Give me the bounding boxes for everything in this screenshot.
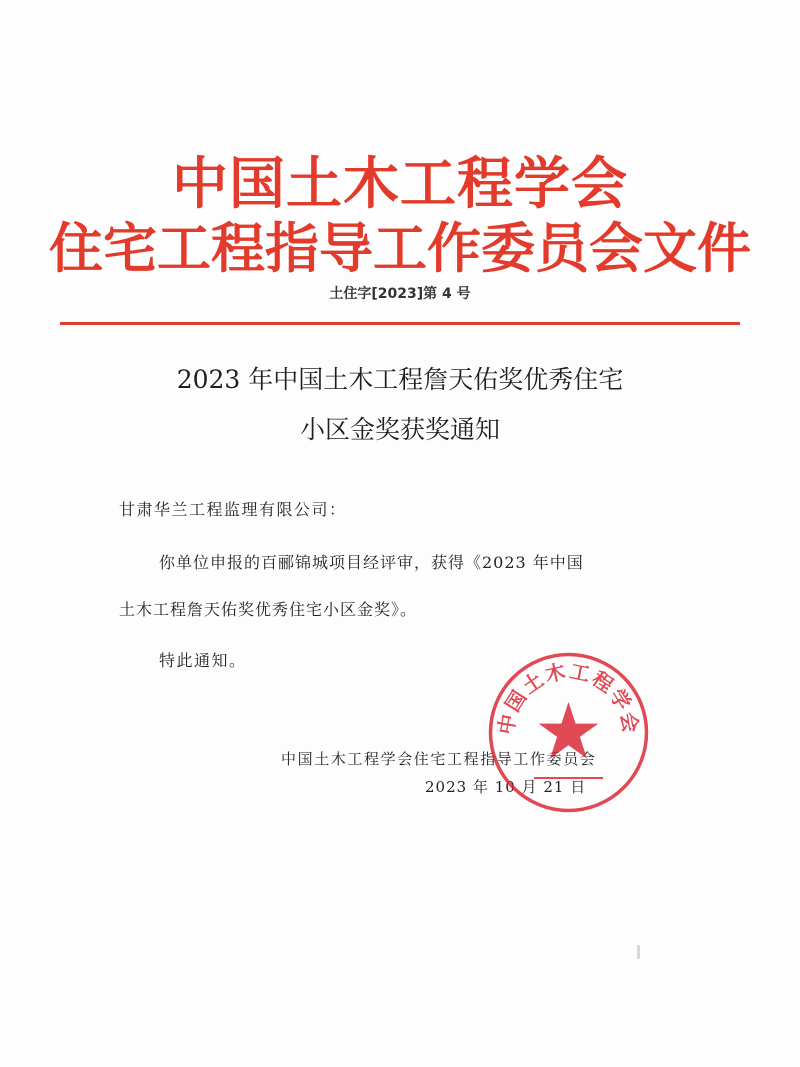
scan-artifact <box>637 945 640 959</box>
document-number: 土住字[2023]第 4 号 <box>329 286 471 302</box>
addressee: 甘肃华兰工程监理有限公司： <box>119 500 347 519</box>
svg-text:中国土木工程学会: 中国土木工程学会 <box>493 658 644 737</box>
issuer-name: 中国土木工程学会住宅工程指导工作委员会 <box>281 750 597 768</box>
star-icon <box>539 702 599 759</box>
notice-title-line1: 2023 年中国土木工程詹天佑奖优秀住宅 <box>176 365 624 394</box>
red-divider <box>60 322 740 325</box>
notice-title-line2: 小区金奖获奖通知 <box>299 415 500 444</box>
letterhead-title-line1: 中国土木工程学会 <box>172 152 628 217</box>
letterhead-title-line2: 住宅工程指导工作委员会文件 <box>49 217 751 280</box>
body-paragraph-line2: 土木工程詹天佑奖优秀住宅小区金奖》。 <box>119 600 418 619</box>
body-paragraph-line1: 你单位申报的百郦锦城项目经评审，获得《2023 年中国 <box>159 553 584 572</box>
closing-remark: 特此通知。 <box>159 651 247 670</box>
issue-date: 2023 年 10 月 21 日 <box>425 778 587 796</box>
official-seal <box>486 650 651 815</box>
